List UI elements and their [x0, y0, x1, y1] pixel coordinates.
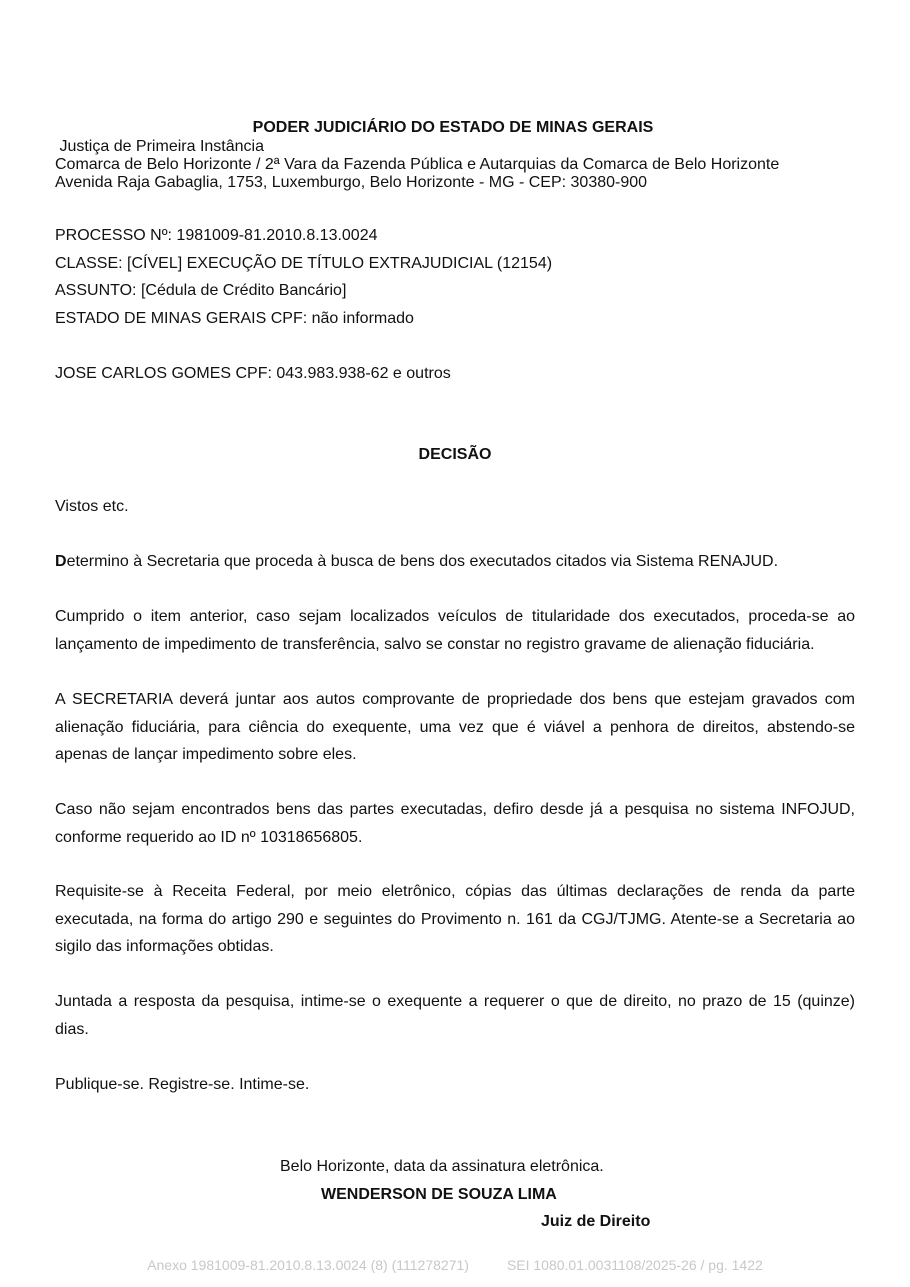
page-footer	[0, 1257, 910, 1273]
case-defendant: JOSE CARLOS GOMES CPF: 043.983.938-62 e outros	[55, 365, 451, 382]
decision-paragraph-1-text: etermino à Secretaria que proceda à busca de bens dos executados citados via Sistema RENAJUD.	[66, 553, 779, 570]
judge-name: WENDERSON DE SOUZA LIMA	[321, 1186, 557, 1203]
decision-title: DECISÃO	[418, 446, 492, 463]
case-number: PROCESSO Nº: 1981009-81.2010.8.13.0024	[55, 227, 378, 244]
footer-sei: SEI 1080.01.0031108/2025-26 / pg. 1422	[506, 1257, 763, 1273]
decision-paragraph-6: Juntada a resposta da pesquisa, intime-se o exequente a requerer o que de direito, no prazo de 15 (quinze) dias.	[55, 993, 855, 1038]
initial-letter: D	[55, 553, 67, 570]
decision-paragraph-3: A SECRETARIA deverá juntar aos autos comprovante de propriedade dos bens que estejam gravados com alienação fiduciária, para ciência do exequente, uma vez que é viável a penhora de direitos, abstendo-se apenas de lançar impedimento sobre eles.	[55, 691, 855, 763]
case-plaintiff: ESTADO DE MINAS GERAIS CPF: não informado	[55, 310, 414, 327]
signature-place-date: Belo Horizonte, data da assinatura eletrônica.	[280, 1158, 604, 1175]
footer-annex: Anexo 1981009-81.2010.8.13.0024 (8) (111278271)	[147, 1257, 469, 1273]
decision-opening: Vistos etc.	[55, 498, 129, 515]
court-address: Avenida Raja Gabaglia, 1753, Luxemburgo, Belo Horizonte - MG - CEP: 30380-900	[55, 174, 648, 191]
case-subject: ASSUNTO: [Cédula de Crédito Bancário]	[55, 282, 347, 299]
decision-paragraph-4: Caso não sejam encontrados bens das partes executadas, defiro desde já a pesquisa no sistema INFOJUD, conforme requerido ao ID nº 10318656805.	[55, 801, 855, 846]
court-name: Comarca de Belo Horizonte / 2ª Vara da Fazenda Pública e Autarquias da Comarca de Belo Horizonte	[55, 156, 780, 173]
case-class: CLASSE: [CÍVEL] EXECUÇÃO DE TÍTULO EXTRAJUDICIAL (12154)	[55, 255, 553, 272]
court-subtitle: Justiça de Primeira Instância	[55, 138, 264, 155]
decision-paragraph-1	[55, 548, 855, 576]
decision-paragraph-2: Cumprido o item anterior, caso sejam localizados veículos de titularidade dos executados, proceda-se ao lançamento de impedimento de transferência, salvo se constar no registro gravame de alienação fiduciária.	[55, 608, 855, 653]
decision-paragraph-5: Requisite-se à Receita Federal, por meio eletrônico, cópias das últimas declarações de renda da parte executada, na forma do artigo 290 e seguintes do Provimento n. 161 da CGJ/TJMG. Atente-se a Secretaria ao sigilo das informações obtidas.	[55, 883, 855, 955]
judge-role: Juiz de Direito	[541, 1213, 651, 1230]
court-title: PODER JUDICIÁRIO DO ESTADO DE MINAS GERAIS	[252, 119, 654, 136]
decision-closing: Publique-se. Registre-se. Intime-se.	[55, 1076, 310, 1093]
